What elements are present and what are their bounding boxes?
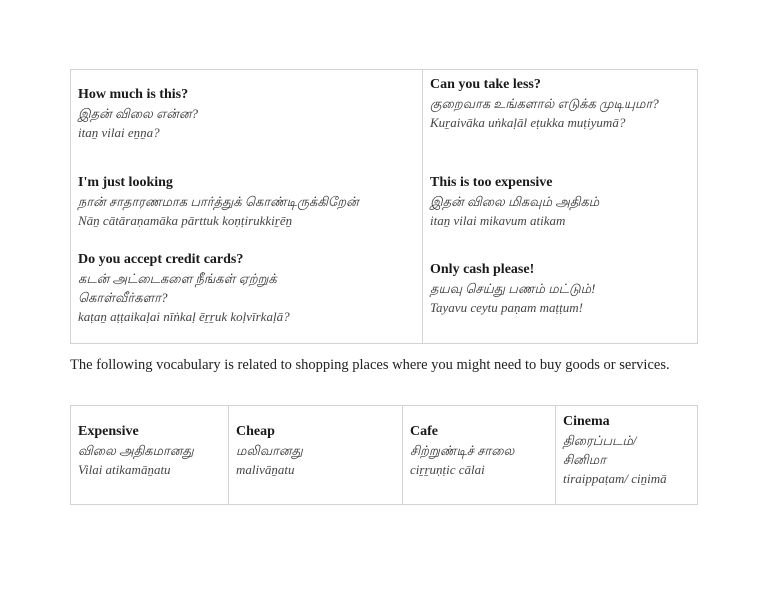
phrase-english: How much is this? (78, 87, 189, 102)
phrase-tamil: கடன் அட்டைகளை நீங்கள் ஏற்றுக் கொள்வீர்களா? (78, 271, 277, 305)
phrase-transliteration: itaṉ vilai mikavum atikam (430, 213, 566, 228)
vocab-transliteration: malivāṉatu (236, 462, 295, 477)
phrase-table-top-border (70, 69, 698, 70)
vocab-english: Cafe (410, 424, 438, 439)
vocab-tamil: சிற்றுண்டிச் சாலை (410, 443, 515, 458)
phrase-english: This is too expensive (430, 175, 553, 190)
phrase-tamil: நான் சாதாரணமாக பார்த்துக் கொண்டிருக்கிறேன் (78, 194, 359, 209)
vocab-table-bottom-border (70, 504, 698, 505)
phrase-transliteration: kaṭaṉ aṭṭaikaḷai nīṅkaḷ ēṟṟuk koḷvīrkaḷā? (78, 309, 290, 324)
phrase-tamil: இதன் விலை மிகவும் அதிகம் (430, 194, 600, 209)
vocab-cell (402, 423, 555, 479)
phrase-table-bottom-border (70, 343, 698, 344)
phrase-transliteration: Kuṟaivāka uṅkaḷāl eṭukka muṭiyumā? (430, 115, 626, 130)
vocab-cell (70, 423, 228, 479)
vocab-english: Cinema (563, 414, 610, 429)
vocab-table-right-border (697, 405, 698, 505)
vocab-tamil: மலிவானது (236, 443, 303, 458)
phrase-cell (70, 174, 422, 230)
phrase-cell (422, 174, 697, 230)
vocab-transliteration: tiraippaṭam/ ciṉimā (563, 471, 667, 486)
vocab-english: Cheap (236, 424, 275, 439)
vocab-cell (228, 423, 402, 479)
phrase-transliteration: Nāṉ cātāraṇamāka pārttuk koṇṭirukkiṟēṉ (78, 213, 293, 228)
phrase-english: Do you accept credit cards? (78, 252, 244, 267)
phrase-transliteration: Tayavu ceytu paṇam maṭṭum! (430, 300, 583, 315)
phrase-tamil: தயவு செய்து பணம் மட்டும்! (430, 281, 596, 296)
vocab-table-top-border (70, 405, 698, 406)
phrase-cell (70, 251, 360, 326)
phrase-cell (422, 76, 682, 132)
phrase-transliteration: itaṉ vilai eṉṉa? (78, 125, 160, 140)
phrase-table-right-border (697, 69, 698, 344)
vocabulary-intro-paragraph: The following vocabulary is related to shopping places where you might need to buy goods or services. (70, 357, 670, 373)
phrase-cell (422, 261, 697, 317)
vocab-cell (555, 413, 675, 488)
phrase-tamil: குறைவாக உங்களால் எடுக்க முடியுமா? (430, 96, 659, 111)
phrase-tamil: இதன் விலை என்ன? (78, 106, 198, 121)
vocab-tamil: திரைப்படம்/ சினிமா (563, 433, 637, 467)
phrase-english: Can you take less? (430, 77, 541, 92)
phrase-english: Only cash please! (430, 262, 535, 277)
phrase-english: I'm just looking (78, 175, 173, 190)
vocab-transliteration: Vilai atikamāṉatu (78, 462, 171, 477)
vocab-english: Expensive (78, 424, 139, 439)
vocab-transliteration: ciṟṟuṇṭic cālai (410, 462, 485, 477)
vocab-tamil: விலை அதிகமானது (78, 443, 194, 458)
phrase-cell (70, 86, 422, 142)
